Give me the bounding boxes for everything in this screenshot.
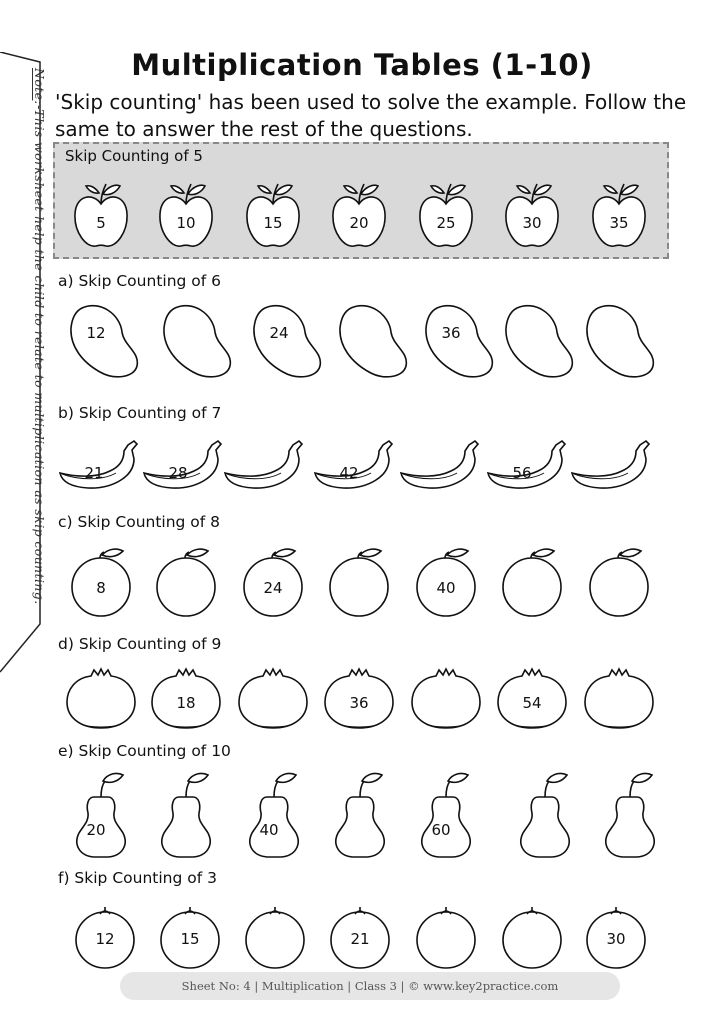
round-fruit-icon	[584, 902, 648, 970]
section-label: c) Skip Counting of 8	[58, 513, 221, 531]
round-fruit-icon	[414, 902, 478, 970]
pomegranate-icon	[150, 668, 222, 732]
round-fruit-icon	[243, 902, 307, 970]
mango-icon	[584, 302, 658, 378]
side-note-body: :-This worksheet help the child to relate to multiplication as skip counting.	[32, 100, 47, 605]
page-title: Multiplication Tables (1-10)	[131, 48, 593, 82]
orange-icon	[414, 545, 478, 617]
fruit-number: 20	[349, 214, 369, 232]
pomegranate-icon	[65, 668, 137, 732]
mango-icon	[68, 302, 142, 378]
banana-icon	[570, 433, 660, 491]
fruit-number: 8	[96, 579, 106, 597]
section-label: e) Skip Counting of 10	[58, 742, 231, 760]
apple-icon	[72, 180, 130, 250]
example-label: Skip Counting of 5	[65, 147, 203, 165]
fruit-number: 36	[441, 324, 461, 342]
fruit-number: 42	[339, 464, 359, 482]
instructions: 'Skip counting' has been used to solve the example. Follow the same to answer the rest of the questions.	[55, 90, 687, 141]
fruit-number: 15	[263, 214, 283, 232]
pear-icon	[514, 771, 576, 859]
fruit-number: 24	[263, 579, 283, 597]
pomegranate-icon	[583, 668, 655, 732]
fruit-number: 21	[350, 930, 370, 948]
fruit-number: 21	[84, 464, 104, 482]
fruit-number: 30	[606, 930, 626, 948]
pomegranate-icon	[410, 668, 482, 732]
banana-icon	[486, 433, 576, 491]
fruit-number: 10	[176, 214, 196, 232]
orange-icon	[69, 545, 133, 617]
fruit-number: 40	[259, 821, 279, 839]
section-label: b) Skip Counting of 7	[58, 404, 222, 422]
footer: Sheet No: 4 | Multiplication | Class 3 | © www.key2practice.com	[120, 972, 620, 1000]
fruit-number: 36	[349, 694, 369, 712]
fruit-number: 24	[269, 324, 289, 342]
banana-icon	[399, 433, 489, 491]
pomegranate-icon	[496, 668, 568, 732]
mango-icon	[251, 302, 325, 378]
fruit-number: 35	[609, 214, 629, 232]
banana-icon	[223, 433, 313, 491]
pomegranate-icon	[323, 668, 395, 732]
mango-icon	[423, 302, 497, 378]
banana-icon	[313, 433, 403, 491]
banana-icon	[142, 433, 232, 491]
section-label: f) Skip Counting of 3	[58, 869, 217, 887]
apple-icon	[417, 180, 475, 250]
apple-icon	[330, 180, 388, 250]
banana-icon	[58, 433, 148, 491]
pear-icon	[70, 771, 132, 859]
pear-icon	[415, 771, 477, 859]
pear-icon	[599, 771, 661, 859]
pomegranate-icon	[237, 668, 309, 732]
apple-icon	[590, 180, 648, 250]
orange-icon	[154, 545, 218, 617]
fruit-number: 40	[436, 579, 456, 597]
round-fruit-icon	[158, 902, 222, 970]
fruit-number: 54	[522, 694, 542, 712]
fruit-number: 12	[86, 324, 106, 342]
fruit-number: 5	[96, 214, 106, 232]
pear-icon	[329, 771, 391, 859]
fruit-number: 60	[431, 821, 451, 839]
apple-icon	[157, 180, 215, 250]
fruit-number: 12	[95, 930, 115, 948]
mango-icon	[337, 302, 411, 378]
round-fruit-icon	[500, 902, 564, 970]
pear-icon	[155, 771, 217, 859]
mango-icon	[161, 302, 235, 378]
fruit-number: 56	[512, 464, 532, 482]
apple-icon	[503, 180, 561, 250]
orange-icon	[241, 545, 305, 617]
round-fruit-icon	[328, 902, 392, 970]
side-note-text	[17, 68, 47, 628]
fruit-number: 15	[180, 930, 200, 948]
side-note-label: Note	[32, 68, 47, 101]
round-fruit-icon	[73, 902, 137, 970]
orange-icon	[587, 545, 651, 617]
fruit-number: 18	[176, 694, 196, 712]
pear-icon	[243, 771, 305, 859]
fruit-number: 28	[168, 464, 188, 482]
fruit-number: 30	[522, 214, 542, 232]
fruit-number: 20	[86, 821, 106, 839]
orange-icon	[327, 545, 391, 617]
orange-icon	[500, 545, 564, 617]
section-label: d) Skip Counting of 9	[58, 635, 222, 653]
mango-icon	[503, 302, 577, 378]
fruit-number: 25	[436, 214, 456, 232]
apple-icon	[244, 180, 302, 250]
section-label: a) Skip Counting of 6	[58, 272, 222, 290]
